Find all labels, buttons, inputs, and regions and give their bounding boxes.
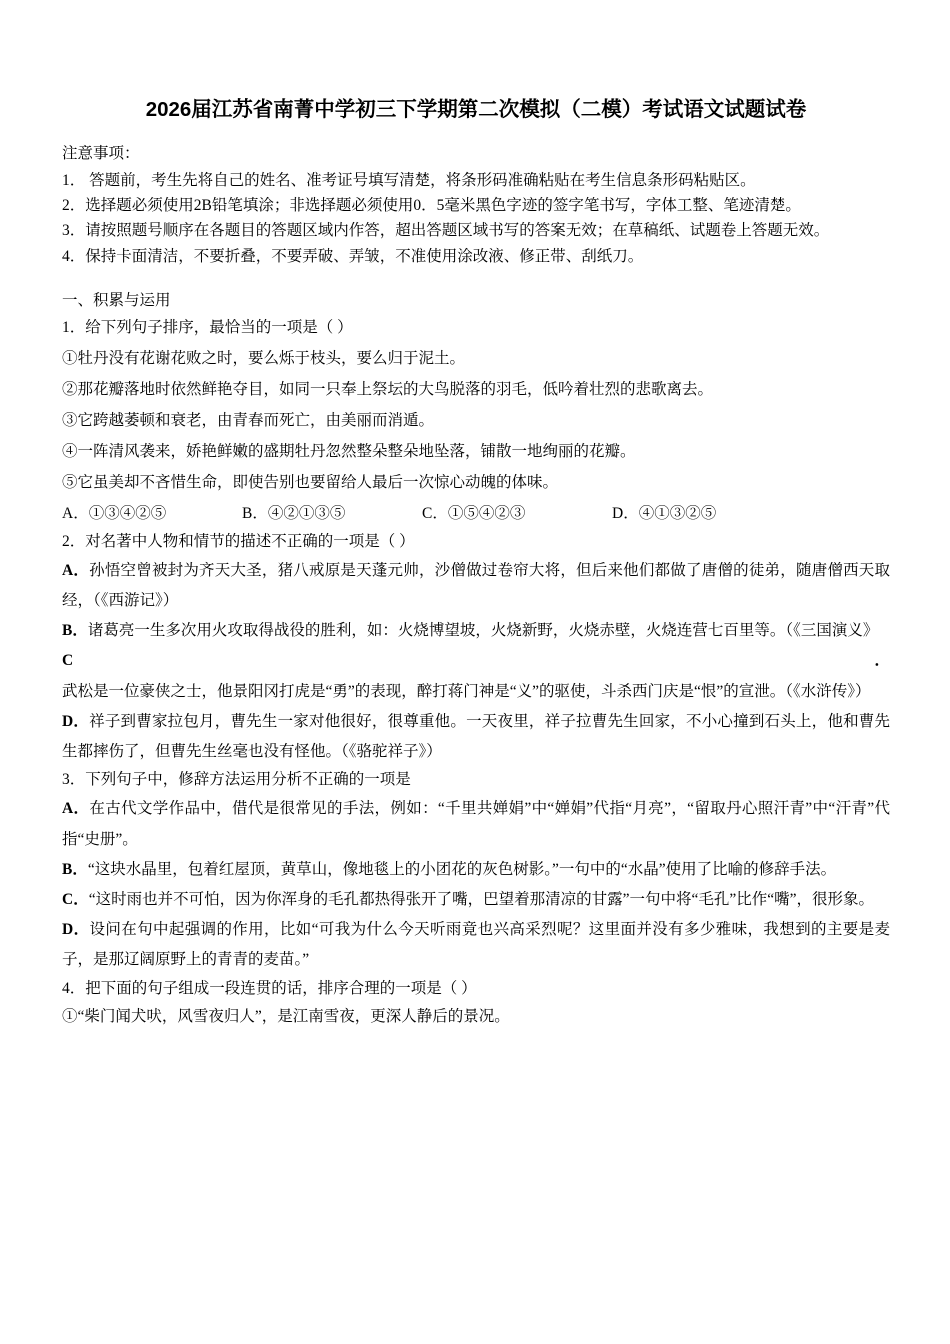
question-2-option-a (62, 556, 890, 616)
question-3-option-a (62, 794, 890, 854)
question-3-stem: 3．下列句子中，修辞方法运用分析不正确的一项是 (62, 771, 411, 789)
question-2-option-b (62, 616, 890, 646)
question-1-stem: 1．给下列句子排序，最恰当的一项是（ ） (62, 319, 353, 337)
question-1-item-5: ⑤它虽美却不吝惜生命，即使告别也要留给人最后一次惊心动魄的体味。 (62, 473, 559, 491)
question-1-item-2: ②那花瓣落地时依然鲜艳夺目，如同一只奉上祭坛的大鸟脱落的羽毛，低吟着壮烈的悲歌离去。 (62, 380, 714, 398)
question-1-choice-d: D．④①③②⑤ (612, 504, 717, 522)
option-text-b: “这块水晶里，包着红屋顶，黄草山，像地毯上的小团花的灰色树影。”一句中的“水晶”使用了比喻的修辞手法。 (87, 860, 837, 878)
notice-item-1: 1． 答题前，考生先将自己的姓名、准考证号填写清楚，将条形码准确粘贴在考生信息条形码粘贴区。 (62, 172, 756, 190)
question-1-item-1: ①牡丹没有花谢花败之时，要么烁于枝头，要么归于泥土。 (62, 349, 466, 367)
option-text-d: 设问在句中起强调的作用，比如“可我为什么今天听雨竟也兴高采烈呢？这里面并没有多少雅味，我想到的主要是麦子，是那辽阔原野上的青青的麦苗。” (62, 921, 890, 969)
section-heading: 一、积累与运用 (62, 291, 171, 309)
option-label-d: D． (62, 921, 90, 939)
question-2-option-c (62, 646, 890, 706)
question-2-option-d (62, 707, 890, 767)
question-4-item-1: ①“柴门闻犬吠，风雪夜归人”，是江南雪夜，更深人静后的景况。 (62, 1007, 510, 1025)
notice-item-3: 3．请按照题号顺序在各题目的答题区域内作答，超出答题区域书写的答案无效；在草稿纸、试题卷上答题无效。 (62, 222, 830, 240)
option-text-b: 诸葛亮一生多次用火攻取得战役的胜利，如：火烧博望坡，火烧新野，火烧赤壁，火烧连营七百里等。（《三国演义》 (87, 622, 879, 640)
notice-heading: 注意事项： (62, 145, 140, 162)
option-text-a: 孙悟空曾被封为齐天大圣，猪八戒原是天蓬元帅，沙僧做过卷帘大将，但后来他们都做了唐僧的徒弟，随唐僧西天取经，（《西游记》） (62, 561, 890, 609)
option-label-b: B． (62, 860, 88, 878)
option-label-d: D． (62, 712, 90, 730)
option-text-c: “这时雨也并不可怕，因为你浑身的毛孔都热得张开了嘴，巴望着那清凉的甘露”一句中将“毛孔”比作“嘴”，很形象。 (88, 891, 874, 908)
question-3-option-d (62, 915, 890, 975)
option-text-a: 在古代文学作品中，借代是很常见的手法，例如：“千里共婵娟”中“婵娟”代指“月亮”，“留取丹心照汗青”中“汗青”代指“史册”。 (62, 800, 890, 848)
question-1-choice-c: C．①⑤④②③ (422, 504, 526, 522)
notice-item-2: 2．选择题必须使用2B铅笔填涂；非选择题必须使用0．5毫米黑色字迹的签字笔书写，字体工整、笔迹清楚。 (62, 197, 801, 215)
option-label-a: A． (62, 800, 90, 818)
option-label-c: C． (62, 652, 890, 670)
option-label-a: A． (62, 561, 90, 579)
question-3-option-c (62, 885, 890, 915)
question-1-choice-a: A．①③④②⑤ (62, 504, 167, 522)
question-1-choices (62, 498, 890, 529)
option-label-c: C． (62, 891, 89, 908)
question-1-item-3: ③它跨越萎顿和衰老，由青春而死亡，由美丽而消遁。 (62, 411, 435, 429)
question-1-item-4: ④一阵清风袭来，娇艳鲜嫩的盛期牡丹忽然整朵整朵地坠落，铺散一地绚丽的花瓣。 (62, 442, 636, 460)
question-4-stem: 4．把下面的句子组成一段连贯的话，排序合理的一项是（ ） (62, 979, 477, 997)
page-title: 2026届江苏省南菁中学初三下学期第二次模拟（二模）考试语文试题试卷 (145, 98, 807, 121)
spacer (62, 269, 890, 289)
option-text-d: 祥子到曹家拉包月，曹先生一家对他很好，很尊重他。一天夜里，祥子拉曹先生回家，不小心撞到石头上，他和曹先生都摔伤了，但曹先生丝毫也没有怪他。（《骆驼祥子》） (62, 712, 890, 761)
option-label-b: B． (62, 622, 88, 640)
notice-item-4: 4．保持卡面清洁，不要折叠，不要弄破、弄皱，不准使用涂改液、修正带、刮纸刀。 (62, 247, 644, 265)
option-text-c: 武松是一位豪侠之士，他景阳冈打虎是“勇”的表现，醉打蒋门神是“义”的驱使，斗杀西门庆是“恨”的宣泄。（《水浒传》） (62, 682, 871, 700)
question-2-stem: 2．对名著中人物和情节的描述不正确的一项是（ ） (62, 532, 415, 550)
question-1-choice-b: B．④②①③⑤ (242, 504, 346, 522)
question-3-option-b (62, 855, 890, 885)
